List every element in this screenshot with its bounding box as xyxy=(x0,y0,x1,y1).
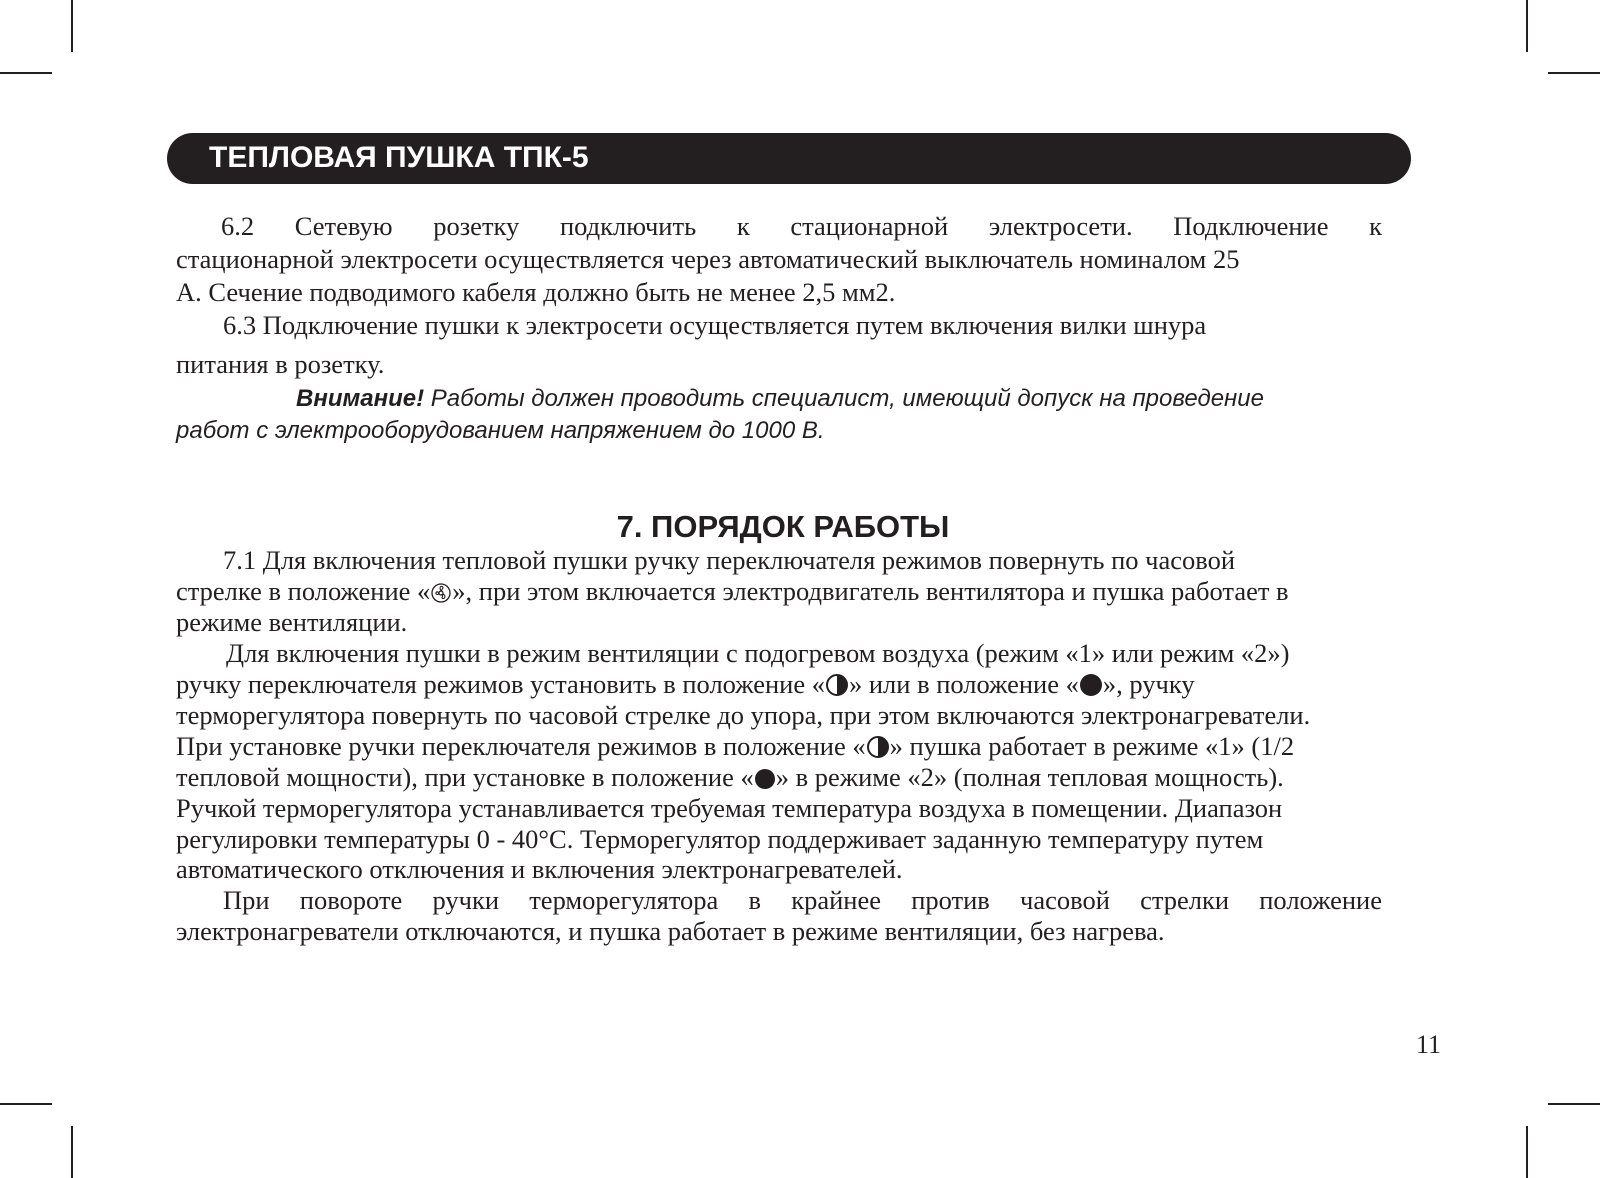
crop-mark xyxy=(1526,0,1528,52)
half-circle-icon xyxy=(866,735,890,759)
paragraph-line: 6.2 Сетевую розетку подключить к стационарной электросети. Подключение к xyxy=(221,211,1382,241)
crop-mark xyxy=(1548,1103,1600,1105)
text-fragment: », при этом включается электродвигатель вентилятора и пушка работает в xyxy=(452,576,1289,606)
header-banner xyxy=(167,133,1411,184)
text-fragment: » в режиме «2» (полная тепловая мощность). xyxy=(775,762,1284,792)
paragraph-line: 6.3 Подключение пушки к электросети осуществляется путем включения вилки шнура xyxy=(223,310,1207,340)
crop-mark xyxy=(0,72,52,74)
crop-mark xyxy=(0,1103,52,1105)
text-fragment: тепловой мощности), при установке в положение « xyxy=(176,762,754,792)
warning-text: Работы должен проводить специалист, имеющий допуск на проведение xyxy=(424,385,1264,412)
paragraph-line: питания в розетку. xyxy=(176,349,385,379)
text-fragment: При установке ручки переключателя режимов в положение « xyxy=(176,731,866,761)
paragraph-line: электронагреватели отключаются, и пушка работает в режиме вентиляции, без нагрева. xyxy=(176,916,1165,946)
paragraph-line: режиме вентиляции. xyxy=(176,607,408,637)
paragraph-line: терморегулятора повернуть по часовой стрелке до упора, при этом включаются электронагреватели. xyxy=(176,700,1311,730)
crop-mark xyxy=(1548,72,1600,74)
filled-circle-icon xyxy=(754,768,776,790)
text-fragment: стрелке в положение « xyxy=(176,576,431,606)
text-fragment: » пушка работает в режиме «1» (1/2 xyxy=(889,731,1295,761)
paragraph-line: А. Сечение подводимого кабеля должно быть не менее 2,5 мм2. xyxy=(176,277,896,307)
paragraph-line: Для включения пушки в режим вентиляции с подогревом воздуха (режим «1» или режим «2») xyxy=(226,638,1290,668)
warning-line xyxy=(296,383,1500,415)
paragraph-line: автоматического отключения и включения электронагревателей. xyxy=(176,854,903,884)
warning-line: работ с электрооборудованием напряжением до 1000 В. xyxy=(176,417,825,444)
crop-mark xyxy=(1526,1126,1528,1178)
text-fragment: ручку переключателя режимов установить в положение « xyxy=(176,669,825,699)
paragraph-line: стационарной электросети осуществляется через автоматический выключатель номиналом 25 xyxy=(176,244,1240,274)
paragraph-line: 7.1 Для включения тепловой пушки ручку переключателя режимов повернуть по часовой xyxy=(223,545,1236,575)
paragraph-line: При повороте ручки терморегулятора в крайнее против часовой стрелки положение xyxy=(223,885,1382,915)
fan-icon xyxy=(430,582,452,604)
paragraph-line xyxy=(176,575,1382,607)
warning-label: Внимание! xyxy=(296,385,425,412)
crop-mark xyxy=(71,0,73,52)
page-number: 11 xyxy=(1416,1030,1442,1059)
filled-circle-icon xyxy=(1079,673,1103,697)
paragraph-line: Ручкой терморегулятора устанавливается требуемая температура воздуха в помещении. Диапазон xyxy=(176,793,1283,823)
page-title: ТЕПЛОВАЯ ПУШКА ТПК-5 xyxy=(209,141,589,174)
paragraph-line: регулировки температуры 0 - 40°С. Терморегулятор поддерживает заданную температуру путем xyxy=(176,824,1264,854)
paragraph-line xyxy=(176,730,1382,762)
half-circle-icon xyxy=(825,673,849,697)
paragraph-line xyxy=(176,668,1382,700)
text-fragment: » или в положение « xyxy=(849,669,1079,699)
text-fragment: », ручку xyxy=(1102,669,1195,699)
section-heading: 7. ПОРЯДОК РАБОТЫ xyxy=(616,509,950,544)
crop-mark xyxy=(71,1126,73,1178)
paragraph-line xyxy=(176,761,1382,793)
